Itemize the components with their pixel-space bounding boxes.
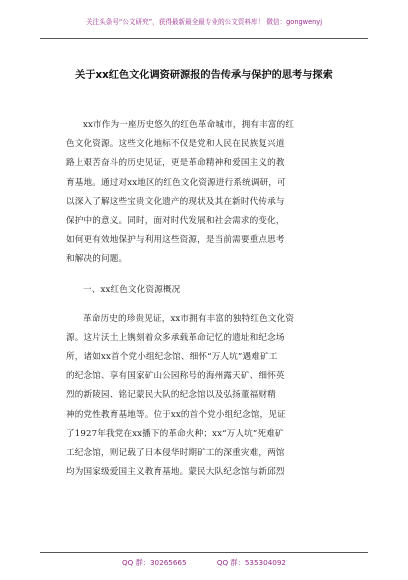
paragraph-line: 所，诸如xx首个党小组纪念馆、细怀“万人坑”遇难矿工: [66, 352, 278, 363]
paragraph-line: 的纪念馆、享有国家矿山公园称号的海州露天矿、细怀英: [66, 371, 285, 382]
paragraph-line: 源。这片沃土上镌刻着众多承载革命记忆的遗址和纪念场: [66, 332, 285, 343]
footer-qq-group-1: QQ 群：30265665: [122, 558, 187, 567]
paragraph-line: 保护中的意义。同时，面对时代发展和社会需求的变化，: [66, 215, 285, 226]
paragraph-line: 如何更有效地保护与利用这些资源，是当前需要重点思考: [66, 235, 285, 246]
paragraph-line: 以深入了解这些宝贵文化遗产的现状及其在新时代传承与: [66, 196, 285, 207]
paragraph-intro: [66, 116, 350, 270]
paragraph-line: 神的党性教育基地等。位于xx的首个党小组纪念馆，见证: [66, 409, 286, 420]
footer: [0, 558, 408, 568]
section-heading: 一、xx红色文化资源概况: [83, 284, 181, 295]
paragraph-line: 工纪念馆，则记载了日本侵华时期矿工的深重灾难，两馆: [66, 448, 285, 458]
paragraph-line: xx市作为一座历史悠久的红色革命城市，拥有丰富的红: [83, 120, 295, 130]
paragraph-line: 烈的新陵园、铭记蒙民大队的纪念馆以及弘扬董福财精: [66, 390, 276, 401]
paragraph-line: 均为国家级爱国主义教育基地。蒙民大队纪念馆与新邱烈: [66, 467, 285, 478]
paragraph-line: 革命历史的珍贵见证，xx市拥有丰富的独特红色文化资: [83, 313, 295, 324]
paragraph-line: 路上艰苦奋斗的历史见证，更是革命精神和爱国主义的教: [66, 158, 285, 169]
paragraph-line: 色文化资源。这些文化地标不仅是党和人民在民族复兴道: [66, 139, 285, 150]
document-body: [66, 116, 350, 482]
footer-divider: [40, 552, 368, 553]
footer-qq-group-2: QQ 群：535304092: [216, 558, 286, 567]
paragraph-line: 了1927年我党在xx播下的革命火种；xx“万人坑”死难矿: [66, 428, 284, 439]
paragraph-line: 和解决的问题。: [66, 254, 128, 265]
header-banner: 关注头条号“公文研究”，获得最新最全最专业的公文资料库！ 微信：gongwenyj: [85, 18, 323, 26]
paragraph-overview: [66, 310, 350, 483]
header-divider: [40, 38, 368, 39]
document-title: 关于xx红色文化调资研源报的告传承与保护的思考与探索: [75, 70, 333, 81]
paragraph-line: 育基地。通过对xx地区的红色文化资源进行系统调研，可: [66, 177, 286, 188]
